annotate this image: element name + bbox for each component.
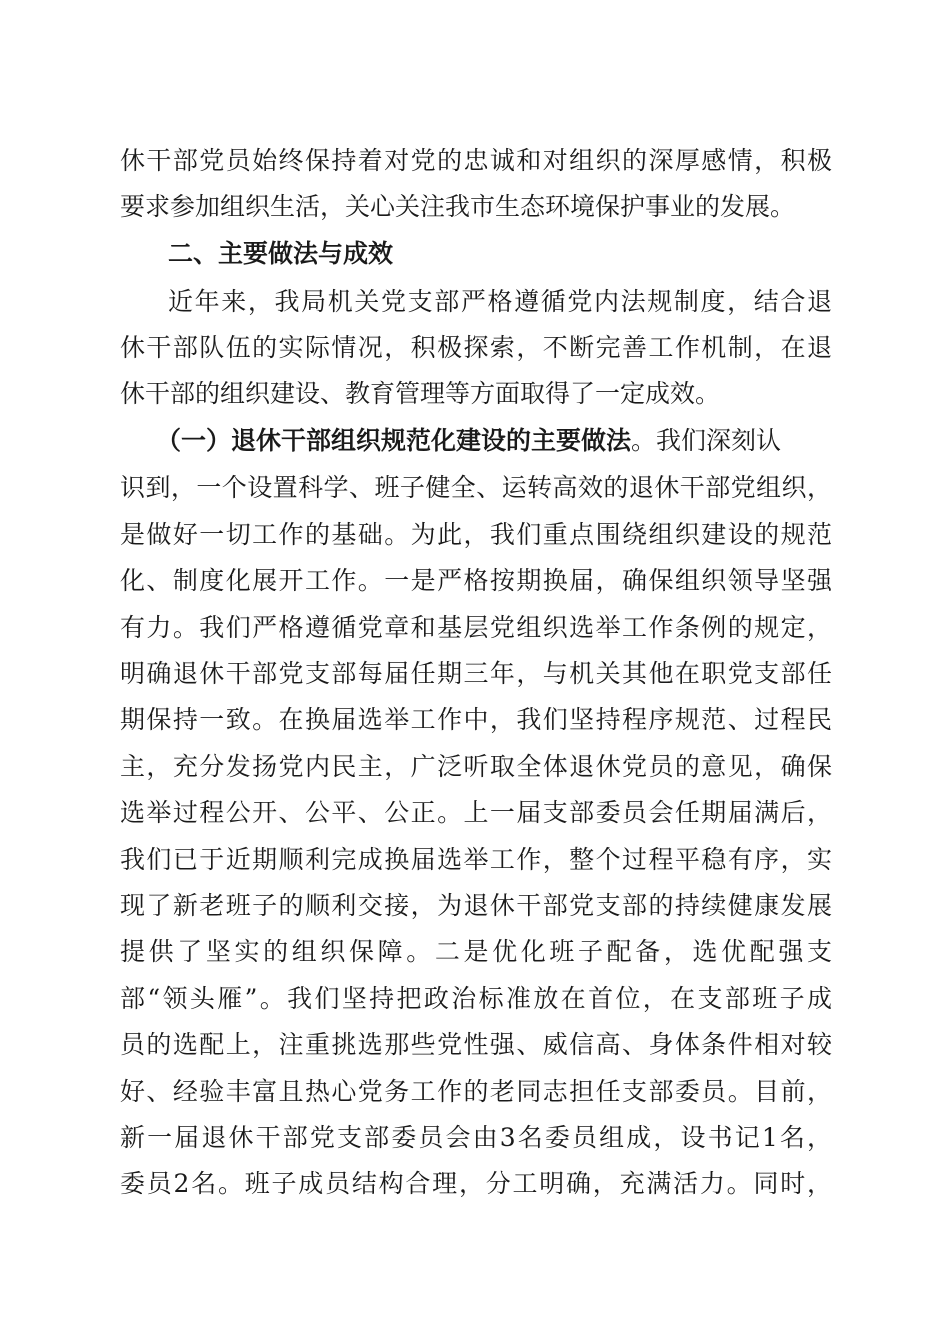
paragraph-line: 是做好一切工作的基础。为此，我们重点围绕组织建设的规范 (120, 520, 832, 549)
paragraph-line: 期保持一致。在换届选举工作中，我们坚持程序规范、过程民 (120, 705, 832, 734)
paragraph-line: 好、经验丰富且热心党务工作的老同志担任支部委员。目前， (120, 1077, 832, 1106)
paragraph-line: 有力。我们严格遵循党章和基层党组织选举工作条例的规定， (120, 613, 832, 642)
paragraph-line: 主，充分发扬党内民主，广泛听取全体退休党员的意见，确保 (120, 752, 832, 781)
paragraph-line: 明确退休干部党支部每届任期三年，与机关其他在职党支部任 (120, 659, 832, 688)
paragraph-line: 新一届退休干部党支部委员会由3名委员组成，设书记1名， (120, 1123, 832, 1152)
subsection-heading: （一）退休干部组织规范化建设的主要做法 (156, 426, 632, 455)
section-heading: 二、主要做法与成效 (168, 239, 394, 268)
subsection-text: 。我们深刻认 (631, 426, 782, 455)
paragraph-line: 现了新老班子的顺利交接，为退休干部党支部的持续健康发展 (120, 891, 832, 920)
paragraph-line: 委员2名。班子成员结构合理，分工明确，充满活力。同时， (120, 1169, 832, 1198)
paragraph-line: 我们已于近期顺利完成换届选举工作，整个过程平稳有序，实 (120, 845, 832, 874)
subsection-line (156, 423, 832, 459)
paragraph-line: 休干部队伍的实际情况，积极探索，不断完善工作机制，在退 (120, 333, 832, 362)
paragraph-line: 部“领头雁”。我们坚持把政治标准放在首位，在支部班子成 (120, 984, 832, 1013)
paragraph-line: 休干部党员始终保持着对党的忠诚和对组织的深厚感情，积极 (120, 146, 832, 175)
paragraph-line: 提供了坚实的组织保障。二是优化班子配备，选优配强支 (120, 937, 832, 966)
paragraph-line: 选举过程公开、公平、公正。上一届支部委员会任期届满后， (120, 798, 832, 827)
paragraph-line: 识到，一个设置科学、班子健全、运转高效的退休干部党组织， (120, 473, 832, 502)
paragraph-line: 近年来，我局机关党支部严格遵循党内法规制度，结合退 (168, 287, 832, 316)
paragraph-line: 休干部的组织建设、教育管理等方面取得了一定成效。 (120, 379, 721, 408)
paragraph-line: 化、制度化展开工作。一是严格按期换届，确保组织领导坚强 (120, 566, 832, 595)
paragraph-line: 要求参加组织生活，关心关注我市生态环境保护事业的发展。 (120, 192, 796, 221)
paragraph-line: 员的选配上，注重挑选那些党性强、威信高、身体条件相对较 (120, 1030, 832, 1059)
